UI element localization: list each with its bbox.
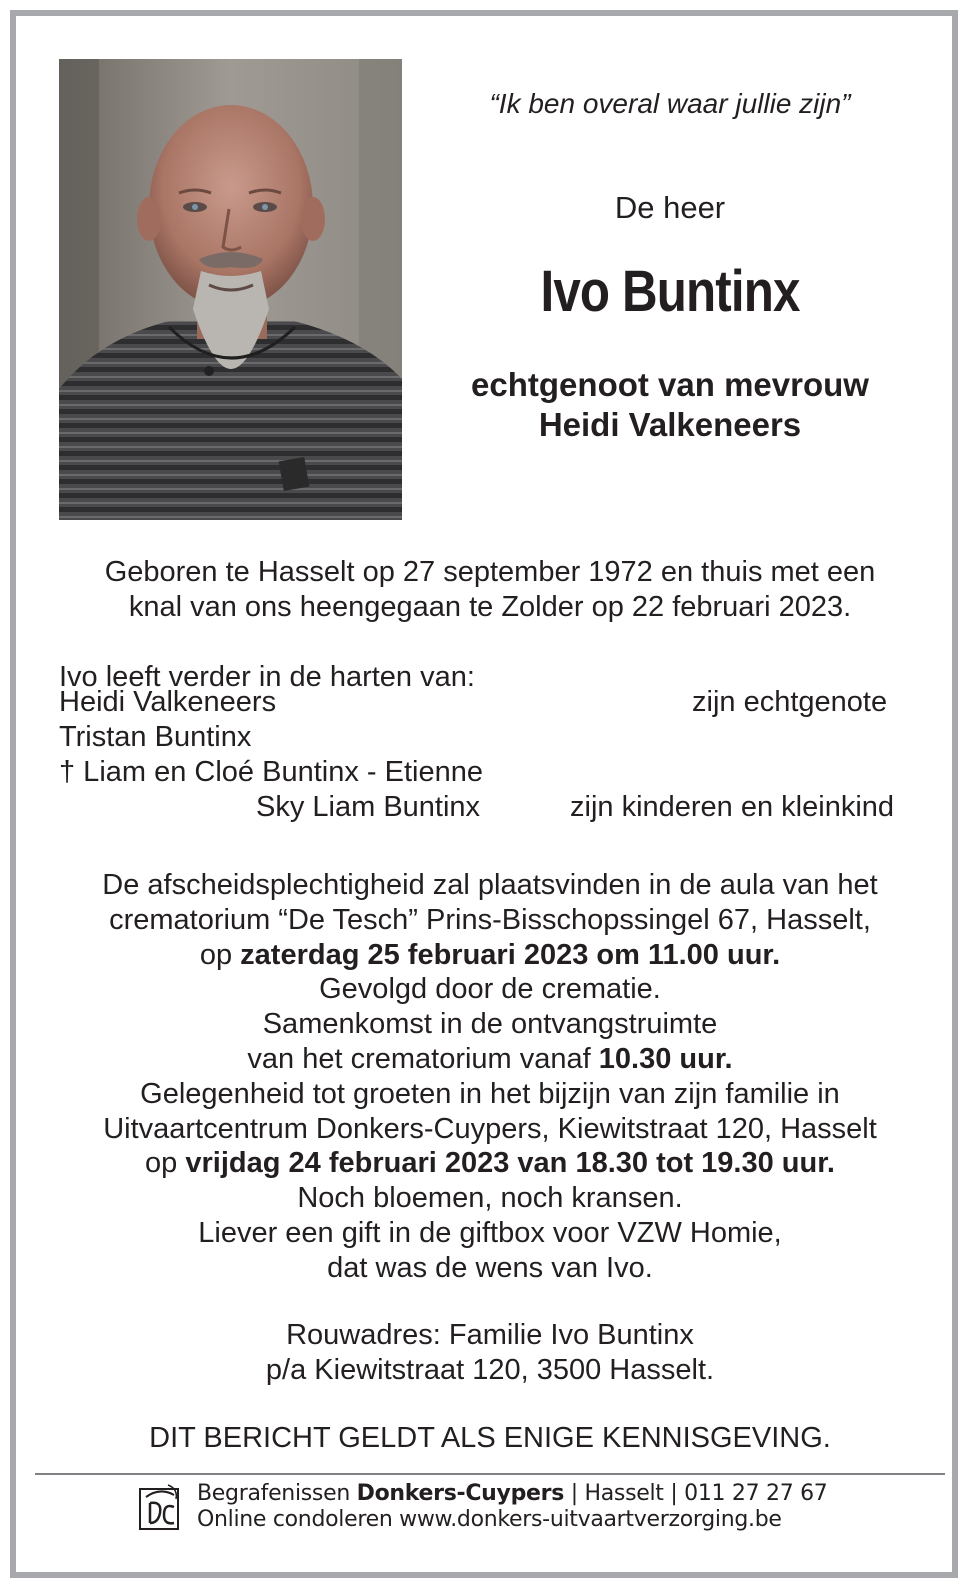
survivor-role: zijn echtgenote	[692, 686, 888, 718]
text-part: | Hasselt | 011 27 27 67	[564, 1481, 828, 1506]
honorific-title: De heer	[614, 190, 726, 225]
survivor-role: zijn kinderen en kleinkind	[570, 791, 895, 823]
text-line: Gevolgd door de crematie.	[319, 973, 661, 1006]
survivor-name: Sky Liam Buntinx	[256, 791, 481, 823]
text-part: op	[199, 938, 241, 971]
text-line: knal van ons heengegaan te Zolder op 22 februari 2023.	[128, 591, 852, 623]
text-line: Geboren te Hasselt op 27 september 1972 en thuis met een	[104, 556, 876, 588]
footer-contact	[197, 1481, 827, 1533]
text-part: op	[145, 1147, 186, 1180]
spouse-line: echtgenoot van mevrouw	[471, 366, 869, 403]
footer-divider	[35, 1473, 945, 1475]
portrait-photo	[59, 59, 402, 520]
spouse-block	[420, 365, 920, 445]
text-line: dat was de wens van Ivo.	[327, 1251, 653, 1284]
text-line	[40, 938, 940, 973]
text-line: Uitvaartcentrum Donkers-Cuypers, Kiewitstraat 120, Hasselt	[103, 1112, 877, 1145]
survivor-name: Heidi Valkeneers	[59, 686, 277, 718]
text-line: De afscheidsplechtigheid zal plaatsvinden in de aula van het	[102, 869, 878, 901]
mourning-address	[40, 1318, 940, 1388]
birth-death-text	[40, 555, 940, 625]
text-part: van het crematorium vanaf	[247, 1042, 599, 1075]
deceased-name: Ivo Buntinx	[540, 259, 800, 324]
survivor-name: † Liam en Cloé Buntinx - Etienne	[59, 756, 483, 788]
text-line: Gelegenheid tot groeten in het bijzijn van zijn familie in	[140, 1077, 840, 1110]
spouse-line: Heidi Valkeneers	[538, 406, 802, 443]
footer-website[interactable]: Online condoleren www.donkers-uitvaartverzorging.be	[197, 1507, 782, 1532]
text-line: Liever een gift in de giftbox voor VZW Homie,	[198, 1216, 782, 1249]
survivors-intro: Ivo leeft verder in de harten van:	[59, 661, 475, 693]
text-line: Noch bloemen, noch kransen.	[297, 1182, 683, 1215]
funeral-home-logo-icon	[138, 1483, 182, 1533]
text-line	[40, 1042, 940, 1077]
text-line: Samenkomst in de ontvangstruimte	[262, 1008, 718, 1041]
official-notice: DIT BERICHT GELDT ALS ENIGE KENNISGEVING.	[149, 1422, 831, 1454]
footer-line	[197, 1481, 827, 1507]
gathering-time: 10.30 uur.	[598, 1042, 733, 1075]
text-line: crematorium “De Tesch” Prins-Bisschopssingel 67, Hasselt,	[109, 903, 871, 936]
text-line	[40, 1146, 940, 1181]
text-line: Rouwadres: Familie Ivo Buntinx	[286, 1319, 694, 1351]
quote: “Ik ben overal waar jullie zijn”	[489, 88, 851, 119]
text-line: p/a Kiewitstraat 120, 3500 Hasselt.	[265, 1354, 715, 1386]
ceremony-details	[40, 868, 940, 1286]
text-part: Begrafenissen	[197, 1481, 357, 1506]
visitation-datetime: vrijdag 24 februari 2023 van 18.30 tot 19.30 uur.	[185, 1147, 835, 1180]
survivor-name: Tristan Buntinx	[59, 721, 252, 753]
ceremony-datetime: zaterdag 25 februari 2023 om 11.00 uur.	[240, 938, 781, 971]
company-name: Donkers-Cuypers	[356, 1481, 564, 1506]
